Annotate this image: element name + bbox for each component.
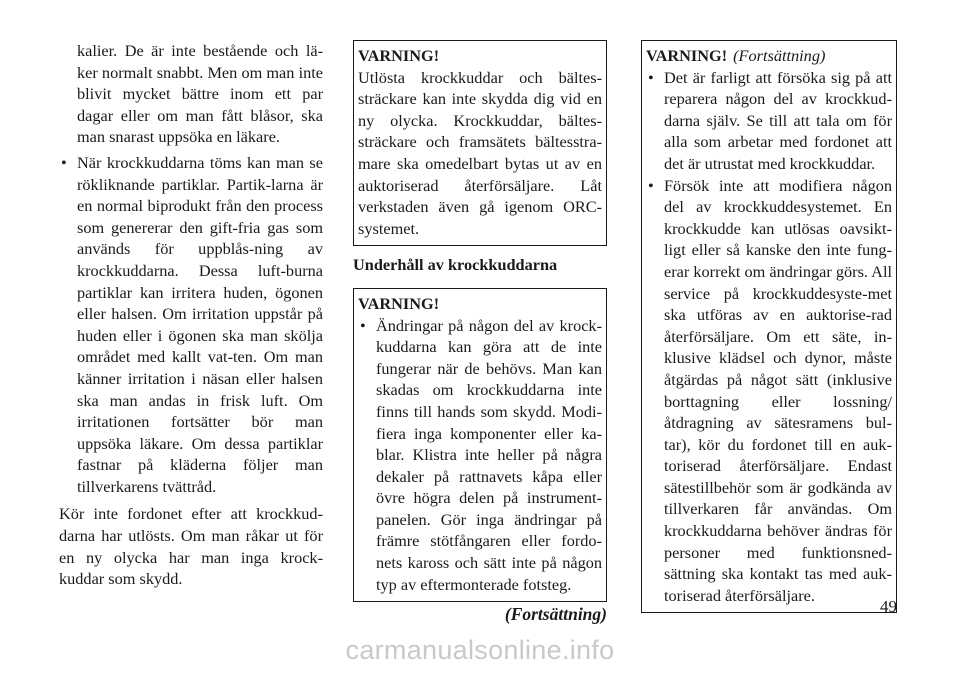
warning-box bbox=[353, 288, 607, 602]
section-heading: Underhåll av krockkuddarna bbox=[353, 255, 558, 275]
list-item bbox=[358, 315, 602, 596]
right-column bbox=[641, 40, 897, 613]
bullet-list bbox=[59, 152, 323, 498]
bullet-text: När krockkuddarna töms kan man se rökliknande partiklar. Partik-larna är en normal biprodukt från den process som genererar den gift-fria gas som används för uppblås-ning av krockkuddarna. Dessa luft-burna partiklar kan irritera huden, ögonen eller halsen. Om irritation uppstår på huden eller i ögonen ska man skölja området med kallt vat-ten. Om man känner irritation i näsan eller halsen ska man andas in frisk luft. Om irritationen fortsätter bör man uppsöka läkare. Om dessa partiklar fastnar på kläderna följer man tillverkarens tvättråd. bbox=[77, 152, 323, 496]
bullet-text: Det är farligt att försöka sig på att reparera någon del av krockkud-darna själv. Se till att tala om för alla som arbetar med fordonet att det är utrustat med krockkuddar. bbox=[664, 67, 892, 173]
bullet-icon: • bbox=[360, 315, 366, 335]
warning-box bbox=[641, 40, 897, 613]
warning-title-continued: (Fortsättning) bbox=[733, 46, 826, 65]
bullet-text: Försök inte att modifiera någon del av krockkuddesystemet. En krockkudde kan utlösas oavsikt-ligt eller så kanske den inte fung-erar korrekt om ändringar görs. All service på krockkuddesyste-met ska utföras av en auktorise-rad återförsäljare. Om ett säte, in-klusive klädsel och dynor, måste åtgärdas på något sätt (inklusive borttagning eller lossning/ åtdragning av sätesramens bul-tar), kör du fordonet till en auk-toriserad återförsäljare. Endast sätestillbehör som är godkända av tillverkaren får användas. Om krockkuddarna behöver ändras för personer med funktionsned-sättning ska kontakt tas med auk-toriserad återförsäljare. bbox=[664, 175, 892, 605]
list-item bbox=[646, 175, 892, 607]
page-number: 49 bbox=[880, 597, 897, 616]
body-paragraph: Kör inte fordonet efter att krockkud-darna har utlösts. Om man råkar ut för en ny olycka har man inga krock-kuddar som skydd. bbox=[59, 504, 323, 589]
bullet-icon: • bbox=[61, 152, 67, 172]
watermark: carmanualsonline.info bbox=[345, 635, 615, 665]
warning-title: VARNING! bbox=[358, 46, 440, 65]
warning-text: Utlösta krockkuddar och bältes-sträckare kan inte skydda dig vid en ny olycka. Krockkuddar, bältes-sträckare och framsätets bältesstra-mare ska omedelbart bytas ut av en auktoriserad återförsäljare. Låt verkstaden även gå igenom ORC-systemet. bbox=[358, 67, 602, 238]
bullet-list bbox=[358, 315, 602, 596]
warning-title-text: VARNING! bbox=[646, 46, 728, 65]
bullet-icon: • bbox=[648, 175, 654, 195]
warning-title bbox=[646, 45, 892, 67]
bullet-icon: • bbox=[648, 67, 654, 87]
warning-title: VARNING! bbox=[358, 293, 440, 313]
bullet-text: Ändringar på någon del av krock-kuddarna kan göra att de inte fungerar när de behövs. Man kan skadas om krockkuddarna inte finns till hands som skydd. Modi-fiera inga komponenter eller ka-blar. Klistra inte heller på några dekaler på rattnavets kåpa eller övre högra delen på instrument-panelen. Gör inga ändringar på främre stötfångaren eller fordo-nets kaross och sätt inte på någon typ av eftermonterade fotsteg. bbox=[376, 315, 602, 594]
warning-box bbox=[353, 40, 607, 246]
middle-column bbox=[353, 40, 607, 626]
continued-label: (Fortsättning) bbox=[504, 604, 607, 625]
bullet-list bbox=[646, 67, 892, 607]
list-item bbox=[646, 67, 892, 175]
continued-paragraph: kalier. De är inte bestående och lä-ker normalt snabbt. Men om man inte blivit mycket bättre inom ett par dagar eller om man fått blåsor, ska man snarast uppsöka en läkare. bbox=[77, 41, 323, 147]
list-item bbox=[59, 152, 323, 498]
left-column bbox=[59, 40, 323, 590]
